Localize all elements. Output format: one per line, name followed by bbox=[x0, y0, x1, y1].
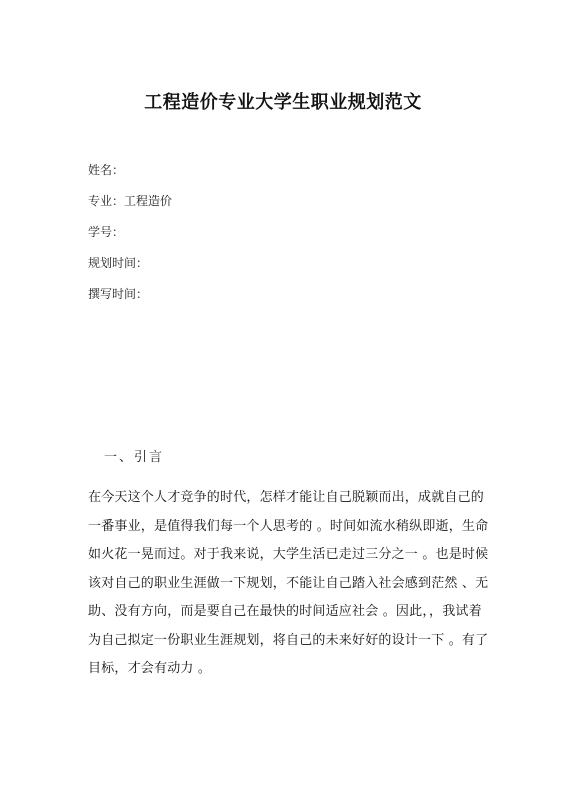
document-title: 工程造价专业大学生职业规划范文 bbox=[144, 92, 422, 113]
field-write-time: 撰写时间： bbox=[88, 287, 149, 301]
section-heading-introduction: 一、引言 bbox=[104, 450, 165, 465]
field-name: 姓名： bbox=[88, 163, 125, 177]
body-line: 在今天这个人才竞争的时代，怎样才能让自己脱颖而出，成就自己的 bbox=[88, 490, 485, 505]
field-major: 专业：工程造价 bbox=[88, 194, 173, 208]
info-fields bbox=[88, 162, 172, 317]
body-line: 目标，才会有动力 。 bbox=[88, 661, 212, 676]
field-student-id: 学号： bbox=[88, 225, 125, 239]
body-line: 该对自己的职业生涯做一下规划，不能让自己踏入社会感到茫然 、无 bbox=[88, 575, 489, 591]
field-plan-time: 规划时间： bbox=[88, 256, 149, 270]
body-line: 如火花一晃而过。对于我来说，大学生活已走过三分之一 。也是时候 bbox=[88, 547, 489, 562]
body-line: 助、没有方向，而是要自己在最快的时间适应社会 。因此，，我试着 bbox=[88, 604, 482, 619]
body-paragraph bbox=[88, 484, 498, 684]
body-line: 为自己拟定一份职业生涯规划，将自己的未来好好的设计一下 。有了 bbox=[88, 632, 489, 648]
body-line: 一番事业，是值得我们每一个人思考的 。时间如流水稍纵即逝，生命 bbox=[88, 518, 489, 534]
